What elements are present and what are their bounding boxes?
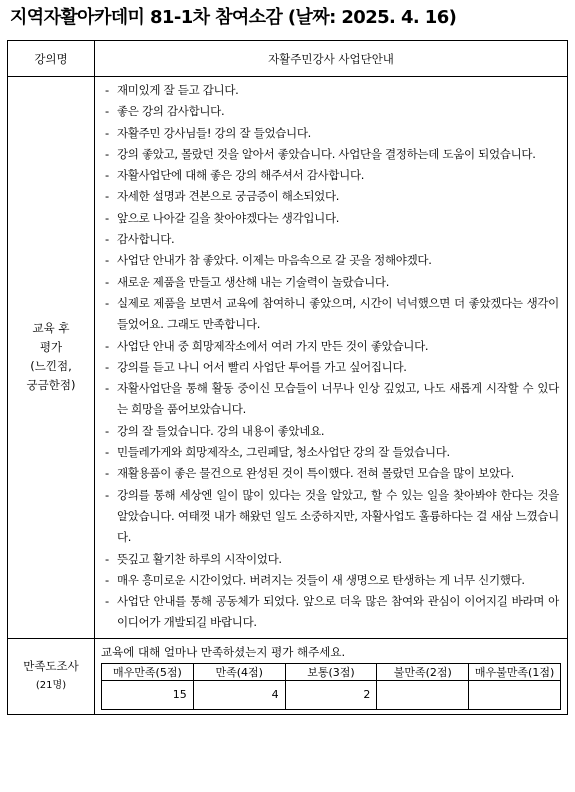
feedback-item [105,165,559,186]
feedback-text: 강의를 통해 세상엔 일이 많이 있다는 것을 알았고, 할 수 있는 일을 찾아봐야 한다는 것을 알았습니다. 여태껏 내가 해왔던 일도 소중하지만, 자활사업도 훌륭하다는 걸 새삼 느꼈습니다. [117,487,559,545]
evaluation-row [8,77,568,639]
satisfaction-header-row [102,663,561,680]
satisfaction-question: 교육에 대해 얼마나 만족하셨는지 평가 해주세요. [101,644,346,659]
rating-header: 불만족(2점) [377,663,469,680]
rating-header: 만족(4점) [193,663,285,680]
feedback-item [105,186,559,207]
rating-count: 2 [285,680,377,709]
feedback-text: 앞으로 나아갈 길을 찾아야겠다는 생각입니다. [117,210,340,225]
rating-header: 보통(3점) [285,663,377,680]
bullet-dash: - [105,466,109,481]
bullet-dash: - [105,146,109,161]
satisfaction-cell [95,638,568,714]
feedback-text: 강의 잘 들었습니다. 강의 내용이 좋았네요. [117,423,325,438]
feedback-item [105,272,559,293]
feedback-text: 사업단 안내를 통해 공동체가 되었다. 앞으로 더욱 많은 참여와 관심이 이어지길 바라며 아이디어가 개발되길 바랍니다. [117,594,559,630]
feedback-text: 매우 흥미로운 시간이었다. 버려지는 것들이 새 생명으로 탄생하는 게 너무 신기했다. [117,572,525,587]
feedback-text: 사업단 안내가 참 좋았다. 이제는 마음속으로 갈 곳을 정해야겠다. [117,253,432,268]
feedback-text: 좋은 강의 감사합니다. [117,104,225,119]
feedback-text: 재미있게 잘 듣고 갑니다. [117,83,239,97]
feedback-text: 강의를 듣고 나니 어서 빨리 사업단 투어를 가고 싶어집니다. [117,359,407,374]
header-lecture-name: 자활주민강사 사업단안내 [95,41,568,77]
satisfaction-table [101,663,561,710]
evaluation-label-line: 교육 후 [32,321,70,336]
satisfaction-row [8,638,568,714]
bullet-dash: - [105,295,109,310]
feedback-text: 실제로 제품을 보면서 교육에 참여하니 좋았으며, 시간이 넉넉했으면 더 좋았겠다는 생각이 들었어요. 그래도 만족합니다. [117,295,559,332]
bullet-dash: - [105,338,109,353]
bullet-dash: - [105,551,109,566]
feedback-table [7,40,568,715]
feedback-text: 사업단 안내 중 희망제작소에서 여러 가지 만든 것이 좋았습니다. [117,338,429,353]
bullet-dash: - [105,594,109,609]
evaluation-label-line: 궁금한점) [26,378,76,393]
feedback-text: 민들레가게와 희망제작소, 그린페달, 청소사업단 강의 잘 들었습니다. [117,445,450,460]
feedback-list-cell [95,77,568,639]
feedback-text: 자활사업단에 대해 좋은 강의 해주셔서 감사합니다. [117,168,365,183]
satisfaction-label-text: 만족도조사 [23,659,79,674]
bullet-dash: - [105,210,109,225]
feedback-item [105,229,559,250]
feedback-item [105,250,559,271]
feedback-item [105,549,559,570]
rating-header: 매우만족(5점) [102,663,194,680]
bullet-dash: - [105,445,109,460]
feedback-text: 자활사업단을 통해 활동 중이신 모습들이 너무나 인상 깊었고, 나도 새롭게 시작할 수 있다는 희망을 품어보았습니다. [117,381,559,417]
feedback-item [105,293,559,336]
rating-header: 매우불만족(1점) [469,663,561,680]
feedback-item [105,485,559,549]
bullet-dash: - [105,168,109,183]
feedback-item [105,378,559,421]
bullet-dash: - [105,274,109,289]
feedback-list [105,80,559,634]
satisfaction-value-row [102,680,561,709]
feedback-item [105,208,559,229]
feedback-item [105,336,559,357]
bullet-dash: - [105,189,109,204]
bullet-dash: - [105,487,109,502]
feedback-item [105,421,559,442]
feedback-item [105,123,559,144]
bullet-dash: - [105,572,109,587]
feedback-text: 감사합니다. [117,232,175,247]
bullet-dash: - [105,83,109,97]
rating-count [377,680,469,709]
bullet-dash: - [105,232,109,247]
feedback-text: 재활용품이 좋은 물건으로 완성된 것이 특이했다. 전혀 몰랐던 모습을 많이 보았다. [117,466,514,481]
feedback-text: 자활주민 강사님들! 강의 잘 들었습니다. [117,125,312,140]
feedback-text: 뜻깊고 활기찬 하루의 시작이었다. [117,551,282,566]
respondent-count: (21명) [35,680,67,692]
header-row [8,41,568,77]
bullet-dash: - [105,423,109,438]
rating-count: 4 [193,680,285,709]
feedback-text: 강의 좋았고, 몰랐던 것을 알아서 좋았습니다. 사업단을 결정하는데 도움이 되었습니다. [117,146,536,161]
bullet-dash: - [105,381,109,396]
feedback-item [105,442,559,463]
feedback-item [105,80,559,101]
bullet-dash: - [105,359,109,374]
evaluation-label [8,77,95,639]
page-title: 지역자활아카데미 81-1차 참여소감 (날짜: 2025. 4. 16) [10,7,457,28]
bullet-dash: - [105,253,109,268]
header-lecture-label: 강의명 [8,41,95,77]
feedback-item [105,570,559,591]
bullet-dash: - [105,125,109,140]
feedback-item [105,101,559,122]
rating-count: 15 [102,680,194,709]
feedback-item [105,144,559,165]
evaluation-label-line: 평가 [39,340,63,355]
satisfaction-label [8,638,95,714]
feedback-text: 자세한 설명과 견본으로 궁금증이 해소되었다. [117,189,340,204]
feedback-item [105,357,559,378]
feedback-item [105,463,559,484]
evaluation-label-line: (느낀점, [30,359,72,374]
feedback-text: 새로운 제품을 만들고 생산해 내는 기술력이 놀랐습니다. [117,274,390,289]
feedback-item [105,591,559,634]
rating-count [469,680,561,709]
bullet-dash: - [105,104,109,119]
